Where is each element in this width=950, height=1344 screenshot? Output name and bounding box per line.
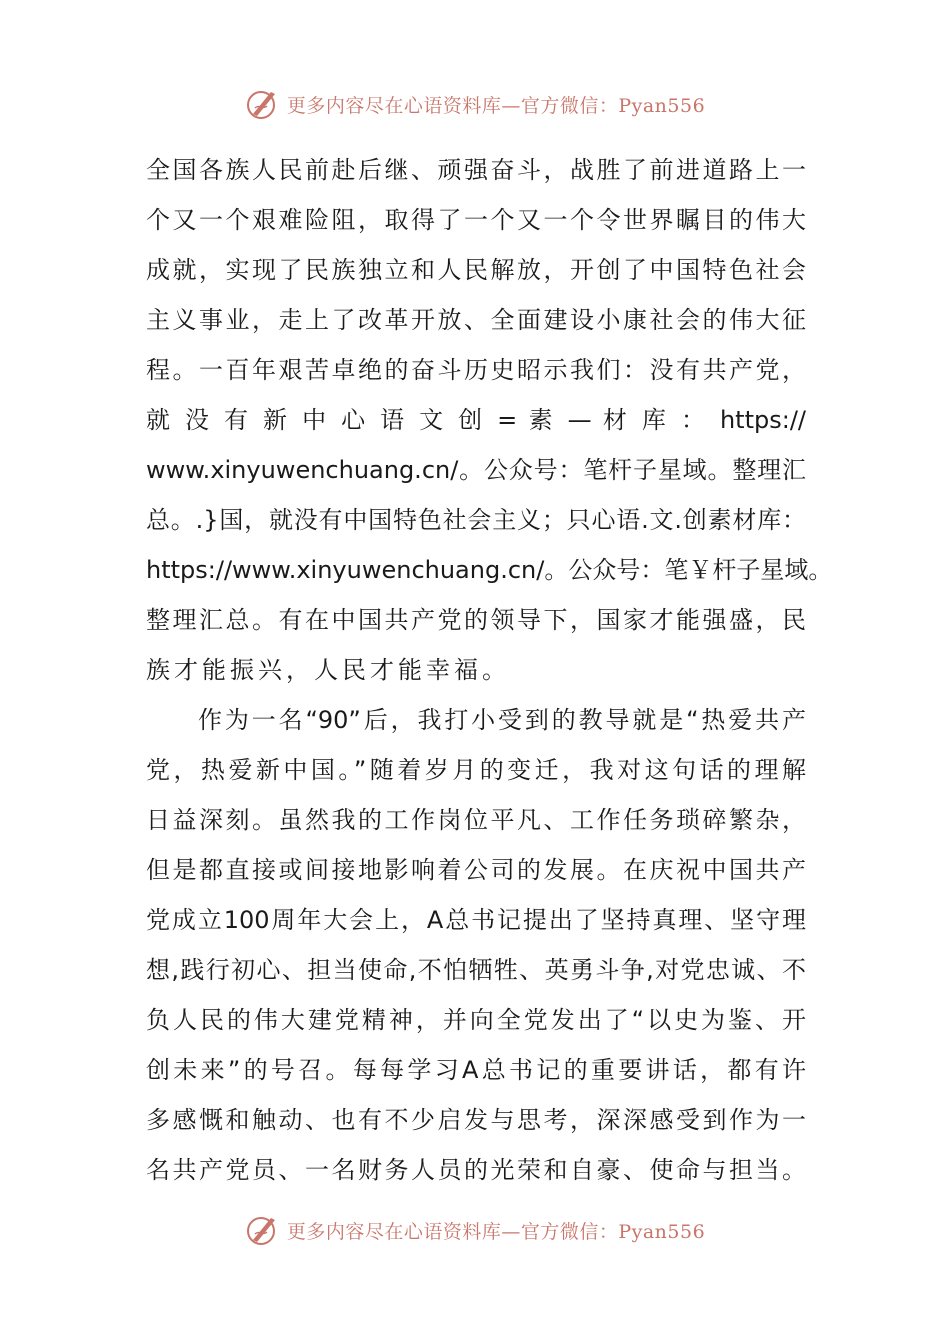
text-line: 个又一个艰难险阻，取得了一个又一个令世界瞩目的伟大 — [146, 206, 806, 234]
text-line: 日益深刻。虽然我的工作岗位平凡、工作任务琐碎繁杂， — [146, 806, 806, 834]
paragraph-start-line: 作为一名“90”后，我打小受到的教导就是“热爱共产 — [198, 706, 806, 734]
text-line: 多感慨和触动、也有不少启发与思考，深深感受到作为一 — [146, 1106, 806, 1134]
text-line: 但是都直接或间接地影响着公司的发展。在庆祝中国共产 — [146, 856, 806, 884]
text-line: 程。一百年艰苦卓绝的奋斗历史昭示我们：没有共产党， — [146, 356, 806, 384]
quill-pen-seal-icon — [245, 86, 281, 122]
text-line: 名共产党员、一名财务人员的光荣和自豪、使命与担当。 — [146, 1156, 806, 1184]
text-line: 族才能振兴，人民才能幸福。 — [146, 656, 510, 684]
text-line: https://www.xinyuwenchuang.cn/。公众号：笔￥杆子星域。 — [146, 556, 833, 584]
text-line: 整理汇总。有在中国共产党的领导下，国家才能强盛，民 — [146, 606, 806, 634]
footer-banner-text: 更多内容尽在心语资料库—官方微信：Pyan556 — [286, 1220, 706, 1243]
header-banner-text: 更多内容尽在心语资料库—官方微信：Pyan556 — [286, 94, 706, 117]
text-line: 党成立100周年大会上，A总书记提出了坚持真理、坚守理 — [146, 906, 806, 934]
text-line: 全国各族人民前赴后继、顽强奋斗，战胜了前进道路上一 — [146, 156, 806, 184]
document-body — [146, 145, 833, 1195]
text-line: 就 没 有 新 中 心 语 文 创 = 素 — 材 库 ： https:// — [146, 406, 806, 434]
text-line: 党，热爱新中国。”随着岁月的变迁，我对这句话的理解 — [146, 756, 806, 784]
header-banner — [0, 84, 950, 124]
text-line: 总。.}国，就没有中国特色社会主义；只心语.文.创素材库： — [146, 506, 806, 534]
text-line: 负人民的伟大建党精神，并向全党发出了“以史为鉴、开 — [146, 1006, 806, 1034]
footer-banner — [0, 1210, 950, 1250]
text-line: 主义事业，走上了改革开放、全面建设小康社会的伟大征 — [146, 306, 806, 334]
text-line: www.xinyuwenchuang.cn/。公众号：笔杆子星域。整理汇 — [146, 456, 806, 484]
text-line: 成就，实现了民族独立和人民解放，开创了中国特色社会 — [146, 256, 806, 284]
text-line: 想,践行初心、担当使命,不怕牺牲、英勇斗争,对党忠诚、不 — [146, 956, 806, 984]
text-line: 创未来”的号召。每每学习A总书记的重要讲话，都有许 — [146, 1056, 806, 1084]
quill-pen-seal-icon — [245, 1212, 281, 1248]
